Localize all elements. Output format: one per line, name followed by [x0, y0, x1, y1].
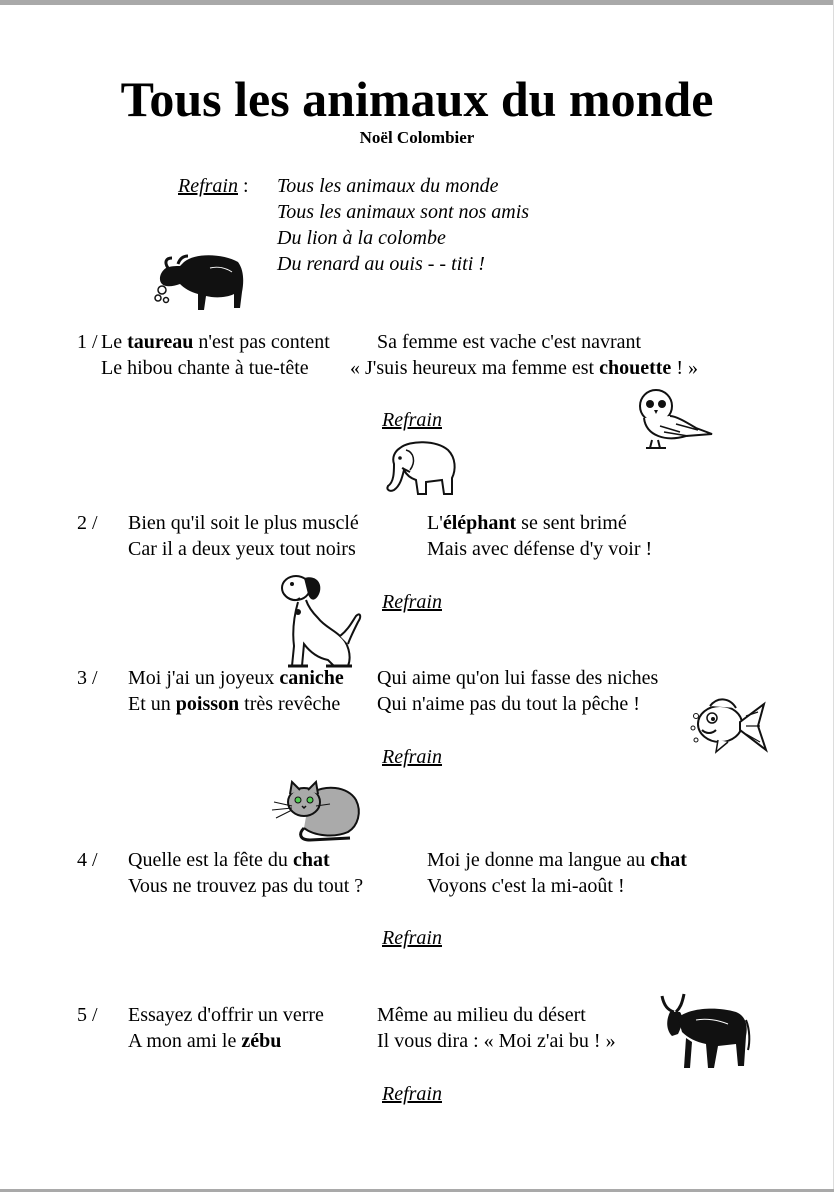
refrain-marker-3: Refrain	[382, 746, 442, 768]
refrain-separator: :	[243, 175, 249, 197]
bull-icon	[154, 248, 246, 314]
verse-3-line-2-right: Qui n'aime pas du tout la pêche !	[377, 693, 640, 715]
refrain-line-4: Du renard au ouis - - titi !	[277, 253, 485, 275]
fish-icon	[688, 694, 768, 760]
verse-4-number: 4 /	[77, 849, 98, 871]
keyword-poisson: poisson	[175, 693, 240, 715]
verse-3-line-1-left: Moi j'ai un joyeux caniche	[128, 667, 344, 689]
verse-3-line-2-left: Et un poisson très revêche	[128, 693, 341, 715]
verse-4-line-2-right: Voyons c'est la mi-août !	[427, 875, 625, 897]
keyword-taureau: taureau	[127, 331, 194, 353]
verse-1-line-1-left: Le taureau n'est pas content	[101, 331, 330, 353]
page-title: Tous les animaux du monde	[120, 71, 714, 127]
keyword-chouette: chouette	[599, 357, 672, 379]
zebu-icon	[656, 990, 752, 1072]
verse-1-line-2-right: « J'suis heureux ma femme est chouette ! »	[350, 357, 698, 379]
dog-icon	[278, 572, 364, 670]
verse-4-line-1-left: Quelle est la fête du chat	[128, 849, 330, 871]
verse-4-line-2-left: Vous ne trouvez pas du tout ?	[128, 875, 364, 897]
elephant-icon	[380, 438, 458, 498]
owl-icon	[636, 386, 716, 452]
top-border	[0, 0, 834, 5]
verse-5-line-1-right: Même au milieu du désert	[377, 1004, 586, 1026]
keyword-elephant: éléphant	[442, 512, 517, 534]
verse-2-number: 2 /	[77, 512, 98, 534]
author: Noël Colombier	[359, 128, 475, 147]
verse-5-line-2-right: Il vous dira : « Moi z'ai bu ! »	[377, 1030, 616, 1052]
verse-3-number: 3 /	[77, 667, 98, 689]
keyword-zebu: zébu	[241, 1030, 282, 1052]
verse-4-line-1-right: Moi je donne ma langue au chat	[427, 849, 687, 871]
refrain-marker-4: Refrain	[382, 927, 442, 949]
cat-icon	[270, 776, 364, 842]
verse-5-number: 5 /	[77, 1004, 98, 1026]
refrain-marker-5: Refrain	[382, 1083, 442, 1105]
keyword-chat-2: chat	[650, 849, 687, 871]
refrain-label: Refrain	[178, 175, 238, 197]
verse-2-line-2-left: Car il a deux yeux tout noirs	[128, 538, 356, 560]
verse-5-line-2-left: A mon ami le zébu	[128, 1030, 282, 1052]
keyword-caniche: caniche	[279, 667, 344, 689]
verse-3-line-1-right: Qui aime qu'on lui fasse des niches	[377, 667, 659, 689]
refrain-heading	[178, 174, 249, 198]
refrain-marker-1: Refrain	[382, 409, 442, 431]
refrain-line-3: Du lion à la colombe	[277, 227, 446, 249]
verse-5-line-1-left: Essayez d'offrir un verre	[128, 1004, 324, 1026]
verse-2-line-2-right: Mais avec défense d'y voir !	[427, 538, 653, 560]
refrain-marker-2: Refrain	[382, 591, 442, 613]
verse-1-line-2-left: Le hibou chante à tue-tête	[101, 357, 309, 379]
verse-1-number: 1 /	[77, 331, 98, 353]
verse-2-line-1-right: L'éléphant se sent brimé	[427, 512, 627, 534]
verse-1-line-1-right: Sa femme est vache c'est navrant	[377, 331, 642, 353]
refrain-line-2: Tous les animaux sont nos amis	[277, 201, 530, 223]
refrain-line-1: Tous les animaux du monde	[277, 175, 499, 197]
verse-2-line-1-left: Bien qu'il soit le plus musclé	[128, 512, 359, 534]
keyword-chat-1: chat	[292, 849, 330, 871]
